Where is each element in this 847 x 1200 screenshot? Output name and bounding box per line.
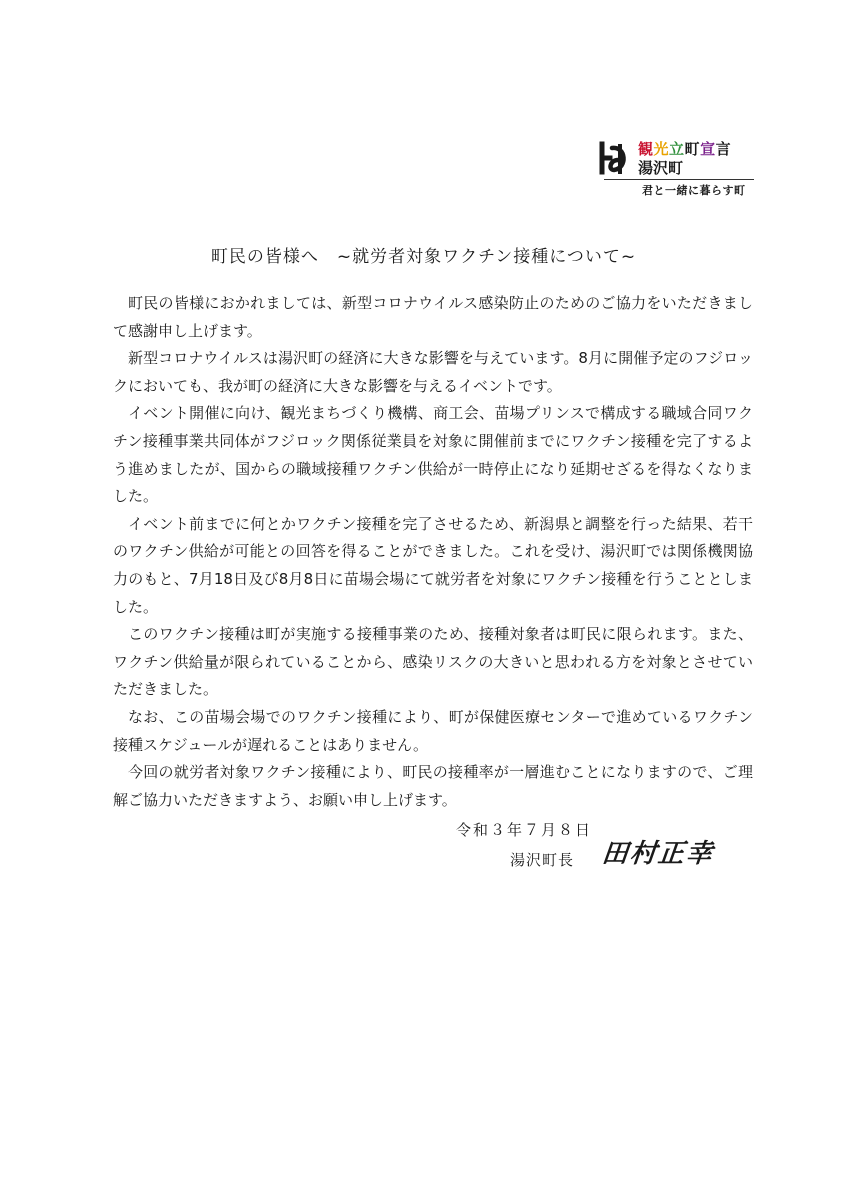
handwritten-signature [602, 836, 722, 872]
signature-name: 田村正幸 [600, 839, 716, 869]
letter-body [113, 290, 753, 814]
logo-town-name: 湯沢町 [638, 159, 684, 177]
letter-date: 令和３年７月８日 [456, 821, 593, 839]
body-paragraph: このワクチン接種は町が実施する接種事業のため、接種対象者は町民に限られます。また、ワクチン供給量が限られていることから、感染リスクの大きいと思われる方を対象とさせていただきました。 [113, 625, 753, 699]
body-paragraph: 今回の就労者対象ワクチン接種により、町民の接種率が一層進むことになりますので、ご理解ご協力いただきますよう、お願い申し上げます。 [113, 763, 753, 809]
body-paragraph: なお、この苗場会場でのワクチン接種により、町が保健医療センターで進めているワクチン接種スケジュールが遅れることはありません。 [113, 707, 753, 754]
logo-slogan-char: 立 [669, 140, 685, 158]
body-paragraph: 町民の皆様におかれましては、新型コロナウイルス感染防止のためのご協力をいただきまして感謝申し上げます。 [113, 294, 753, 340]
logo-slogan-char: 宣 [700, 140, 716, 158]
body-paragraph: イベント開催に向け、観光まちづくり機構、商工会、苗場プリンスで構成する職域合同ワクチン接種事業共同体がフジロック関係従業員を対象に開催前までにワクチン接種を完了するよう進めましたが、国からの職域接種ワクチン供給が一時停止になり延期せざるを得なくなりました。 [113, 404, 753, 506]
body-paragraph: 新型コロナウイルスは湯沢町の経済に大きな影響を与えています。8月に開催予定のフジロックにおいても、我が町の経済に大きな影響を与えるイベントです。 [113, 349, 753, 395]
logo-tagline: 君と一緒に暮らす町 [642, 184, 746, 197]
town-emblem-icon [598, 140, 630, 176]
logo-slogan-char: 町 [684, 140, 701, 158]
body-paragraph: イベント前までに何とかワクチン接種を完了させるため、新潟県と調整を行った結果、若干のワクチン供給が可能との回答を得ることができました。これを受け、湯沢町では関係機関協力のもと、7月18日及び8月8日に苗場会場にて就労者を対象にワクチン接種を行うこととしました。 [113, 514, 753, 616]
letter-title: 町民の皆様へ ~就労者対象ワクチン接種について~ [210, 247, 637, 267]
signer-title: 湯沢町長 [510, 851, 575, 869]
logo-slogan [638, 138, 731, 159]
town-logo [598, 138, 758, 198]
logo-slogan-char: 言 [715, 140, 732, 158]
logo-slogan-char: 観 [638, 140, 654, 158]
logo-divider [604, 179, 754, 180]
logo-slogan-char: 光 [653, 140, 670, 158]
